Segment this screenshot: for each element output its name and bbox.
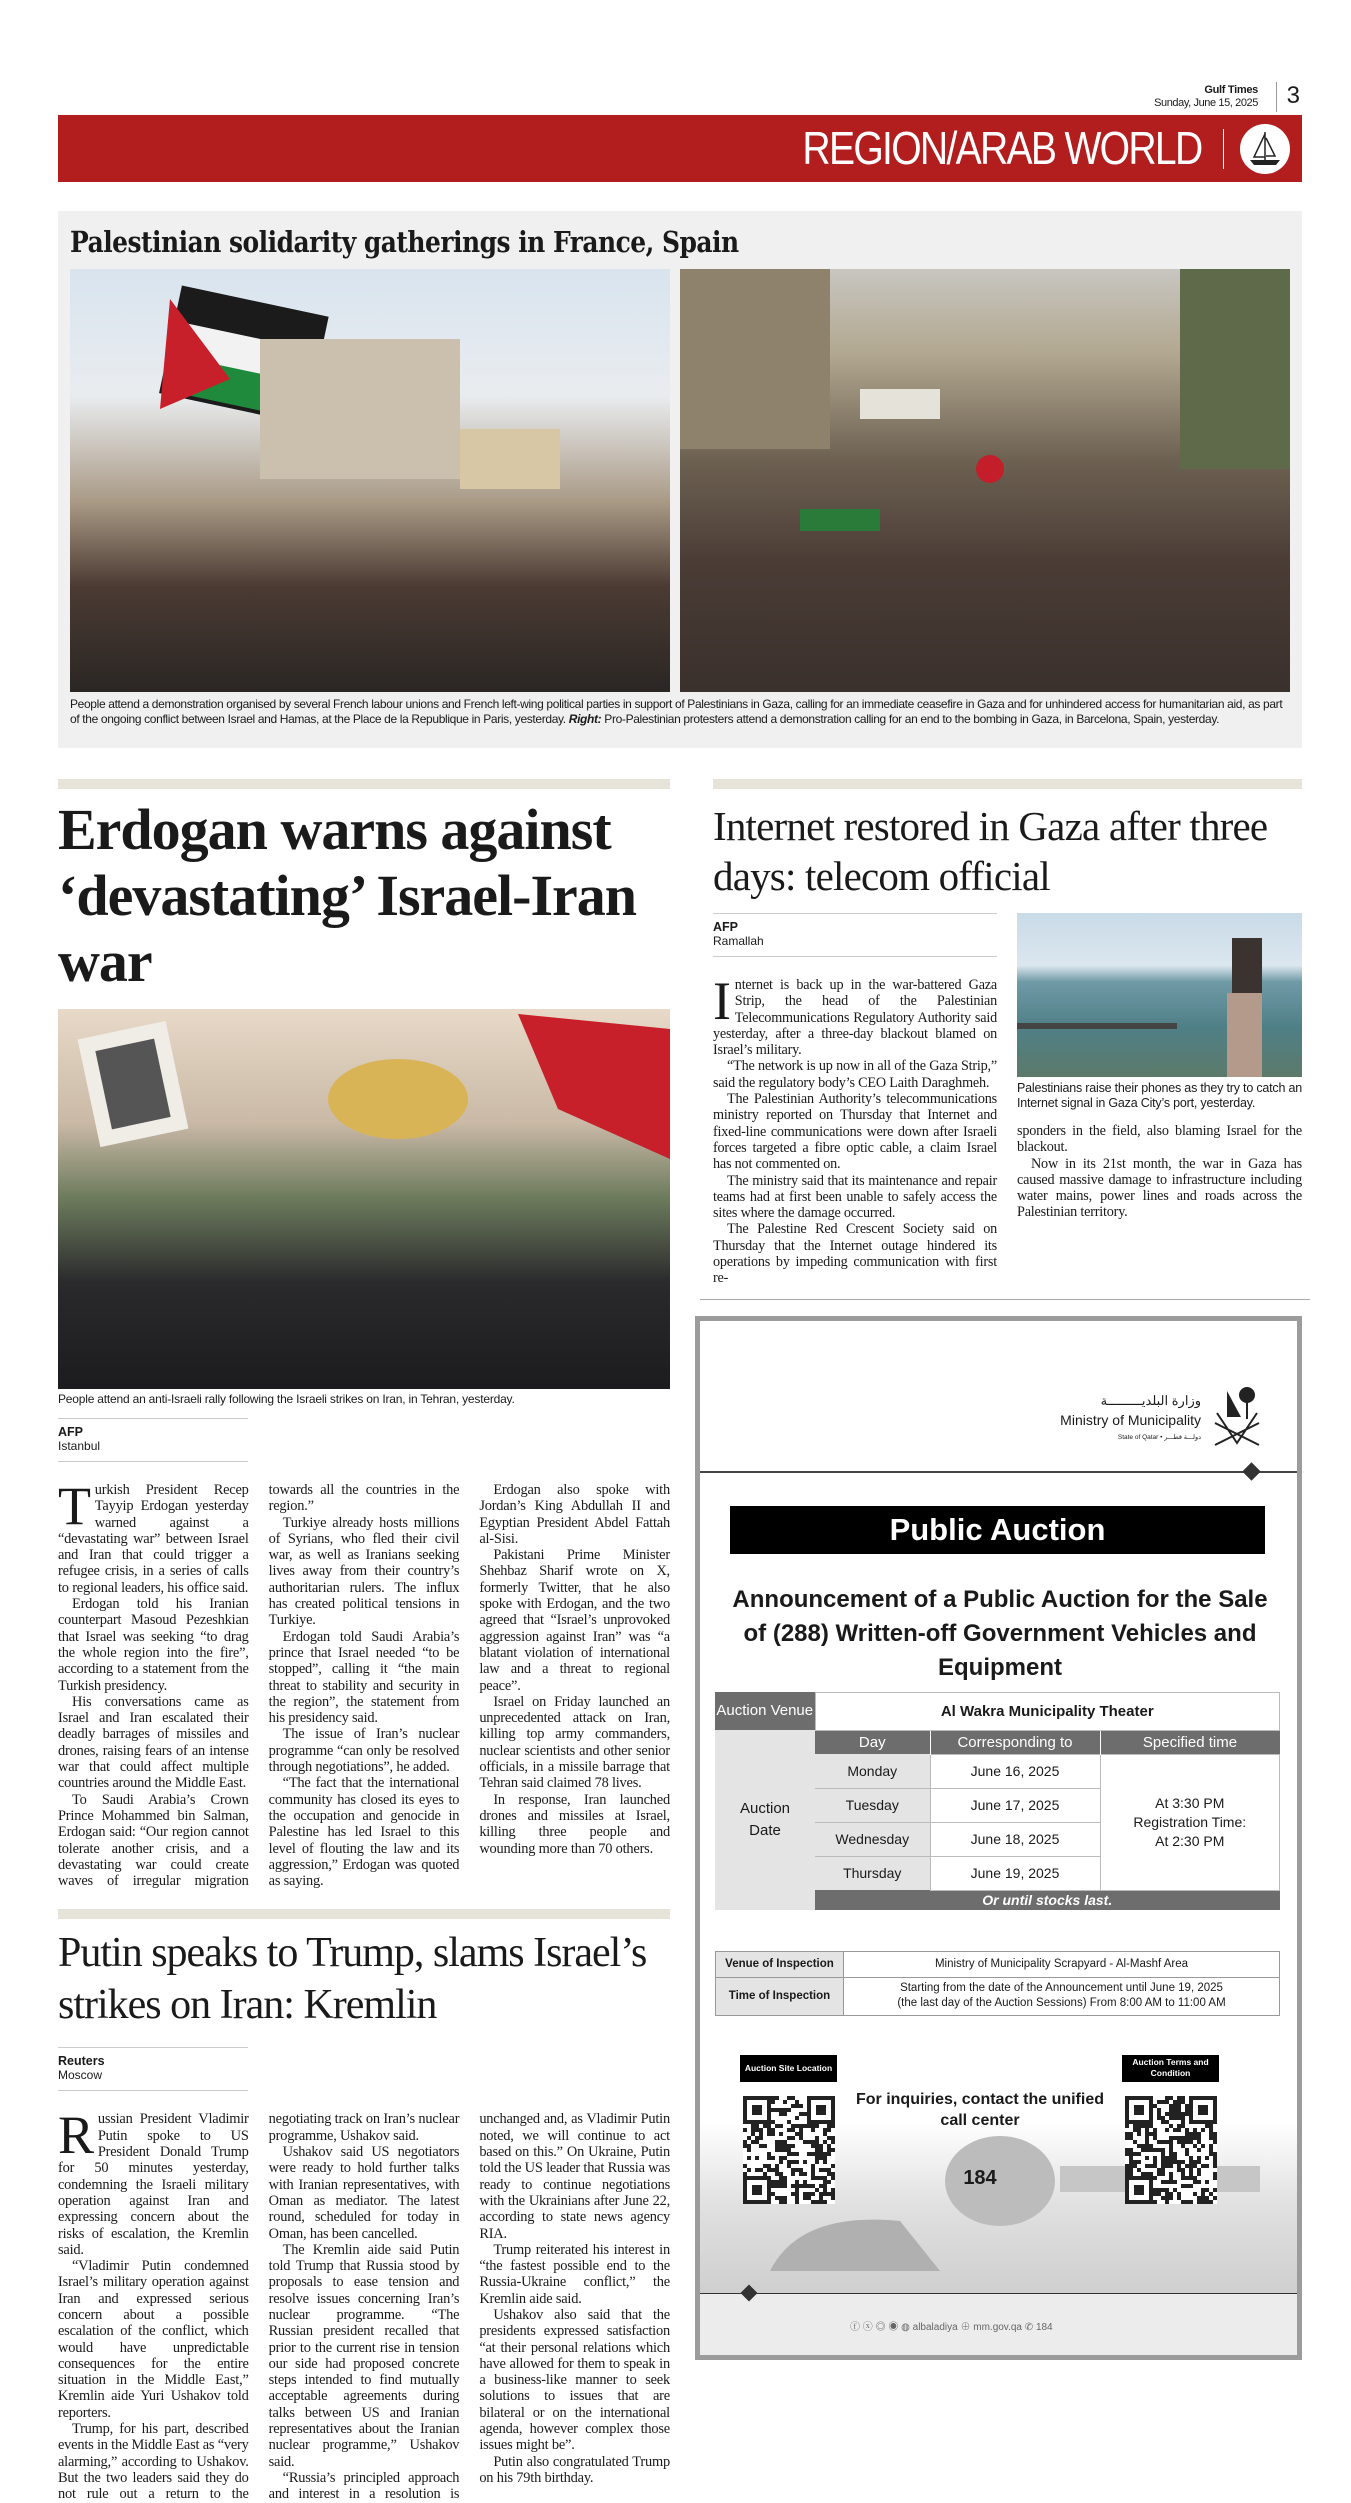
agency: Reuters: [58, 2054, 105, 2069]
internet-right-column: [1017, 913, 1302, 1287]
site-location-qr-code[interactable]: [743, 2096, 835, 2204]
erdogan-byline: [58, 1418, 248, 1462]
date: June 18, 2025: [930, 1822, 1100, 1856]
internet-photo-caption: Palestinians raise their phones as they try to catch an Internet signal in Gaza City’s port, yesterday.: [1017, 1081, 1302, 1110]
paragraph: “The network is up now in all of the Gaza Strip,” said the regulatory body’s CEO Laith Daraghmeh.: [713, 1058, 997, 1091]
masthead: [1130, 80, 1300, 114]
agency: AFP: [713, 920, 738, 934]
inspection-venue: Ministry of Municipality Scrapyard - Al-Mashf Area: [844, 1951, 1280, 1977]
state-of-qatar: State of Qatar • دولـــة قطـــر: [1117, 1433, 1201, 1441]
dateline-city: Moscow: [58, 2068, 103, 2083]
paragraph: “Vladimir Putin condemned Israel’s military operation against Iran and expressed serious concern about a possible escalation of the conflict, which would have unpredictable consequences for the entire situation in the Middle East,” Kremlin aide Yuri Ushakov told reporters.: [58, 2258, 249, 2421]
day: Monday: [815, 1754, 930, 1788]
paragraph: Trump, for his part, described events in the Middle East as “very alarming,” according to Ushakov. But the two leaders said they do not rule out a return to the negotiating track on Iran’s nuclear programme, Ushakov said.: [58, 2111, 460, 2503]
youtube-icon[interactable]: ◉: [888, 2321, 899, 2333]
call-center-number: 184: [963, 2166, 997, 2189]
date: June 19, 2025: [930, 1856, 1100, 1890]
caption-main: People attend a demonstration organised by several French labour unions and French left-wing political parties in support of Palestinians in Gaza, calling for an immediate ceasefire in Gaza and for unhindered access for humanitarian aid, as part of the ongoing conflict between Israel and Hamas, at the Place de la Republique in Paris, yesterday.: [70, 697, 1283, 726]
x-icon[interactable]: ⓧ: [862, 2321, 873, 2333]
ministry-name-arabic: وزارة البلديـــــــــة: [1100, 1392, 1201, 1408]
ministry-logo: [1007, 1383, 1267, 1453]
divider: [700, 1471, 1297, 1473]
divider: [1223, 129, 1224, 169]
qr-left-label: Auction Site Location: [740, 2055, 837, 2082]
paragraph: The ministry said that its maintenance and repair teams had at first been unable to safely access the sites where the damage occurred.: [713, 1172, 997, 1222]
specified-time: [1100, 1754, 1280, 1890]
paris-demonstration-photo: [70, 269, 670, 692]
inquiry-text: For inquiries, contact the unified call center: [855, 2090, 1104, 2129]
auction-announcement: Announcement of a Public Auction for the Sale of (288) Written-off Government Vehicles and Equipment: [732, 1585, 1268, 1681]
paragraph: The Kremlin aide said Putin told Trump that Russia stood by proposals to ease tension and resolve issues concerning Iran’s nuclear programme. “The Russian president recalled that prior to the current rise in tension our side had proposed concrete steps intended to find mutually acceptable agreements during talks between US and Iranian representatives about the Iranian nuclear programme,” Ushakov said.: [268, 2241, 460, 2470]
divider: [700, 1299, 1310, 1300]
paragraph: Internet is back up in the war-battered Gaza Strip, the head of the Palestinian Telecommunications Regulatory Authority said yesterday, after a three-day blackout blamed on Israel’s military.: [713, 971, 997, 1059]
diamond-ornament: [1242, 1462, 1260, 1480]
date: June 17, 2025: [930, 1788, 1100, 1822]
facebook-icon[interactable]: ⓕ: [850, 2321, 860, 2333]
section-title: REGION/ARAB WORLD: [802, 122, 1202, 174]
paragraph: Turkish President Recep Tayyip Erdogan yesterday warned against a “devastating war” between Israel and Iran that could trigger a refugee crisis, in a series of calls to regional leaders, his office said.: [58, 1476, 249, 1596]
inspection-time-line: (the last day of the Auction Sessions) From 8:00 AM to 11:00 AM: [897, 1997, 1226, 2010]
paragraph: Erdogan told his Iranian counterpart Masoud Pezeshkian that Israel was seeking “to drag the whole region into the fire”, according to a statement from the Turkish presidency.: [58, 1596, 249, 1694]
paragraph: To Saudi Arabia’s Crown Prince Mohammed bin Salman, Erdogan said: “Our region cannot tolerate another crisis, and a devastating war could create waves of irregular migration towards all the countries in the region.”: [58, 1482, 460, 1890]
paragraph: Israel on Friday launched an unprecedented attack on Iran, killing top army commanders, nuclear scientists and other senior officials, in a missile barrage that Tehran said claimed 78 lives.: [479, 1693, 670, 1792]
public-auction-banner: Public Auction: [730, 1506, 1265, 1554]
article-rule: [713, 779, 1302, 789]
erdogan-body: [58, 1476, 670, 1890]
inspection-time: [844, 1977, 1280, 2015]
date: June 16, 2025: [930, 1754, 1100, 1788]
phone-icon: ✆: [1024, 2321, 1034, 2333]
header-day: Day: [815, 1730, 930, 1754]
instagram-icon[interactable]: ◎: [875, 2321, 886, 2333]
dateline-city: Istanbul: [58, 1439, 101, 1453]
paragraph: Erdogan also spoke with Jordan’s King Abdullah II and Egyptian President Abdel Fattah al-Sisi.: [479, 1482, 670, 1547]
internet-body-left: [713, 971, 997, 1287]
article-rule: [58, 779, 670, 789]
day: Tuesday: [815, 1788, 930, 1822]
paragraph: The Palestinian Authority’s telecommunications ministry reported on Thursday that Internet and fixed-line communications were down after Israeli forces targeted a fibre optic cable, a claim Israel has not commented on.: [713, 1091, 997, 1173]
putin-body: [58, 2105, 670, 2503]
internet-headline: Internet restored in Gaza after three days: telecom official: [713, 803, 1268, 899]
caption-right-label: Right:: [568, 711, 602, 726]
divider: [700, 2293, 1297, 2294]
inspection-table: [715, 1951, 1280, 2016]
social-handle[interactable]: albaladiya: [912, 2321, 958, 2333]
qr-right-label: Auction Terms and Condition: [1122, 2055, 1219, 2082]
erdogan-headline: Erdogan warns against ‘devastating’ Israel-Iran war: [58, 797, 637, 994]
day: Thursday: [815, 1856, 930, 1890]
erdogan-photo-caption: People attend an anti-Israeli rally following the Israeli strikes on Iran, in Tehran, yesterday.: [58, 1392, 515, 1406]
paragraph: Pakistani Prime Minister Shehbaz Sharif wrote on X, formerly Twitter, that he also spoke with Erdogan, and the two agreed that “Israel’s unprovoked aggression against Iran” was “a blatant violation of international law and a threat to regional peace”.: [479, 1547, 670, 1694]
putin-headline: Putin speaks to Trump, slams Israel’s strikes on Iran: Kremlin: [58, 1930, 647, 2029]
inspection-time-line: Starting from the date of the Announcement until June 19, 2025: [900, 1982, 1223, 1995]
auction-schedule-table: [715, 1692, 1280, 1911]
paragraph: The issue of Iran’s nuclear programme “can only be resolved through negotiations”, he added.: [268, 1726, 460, 1776]
article-rule: [58, 1909, 670, 1919]
terms-qr-code[interactable]: [1125, 2096, 1217, 2204]
paragraph: Putin also congratulated Trump on his 79th birthday.: [479, 2453, 670, 2486]
publication-name: Gulf Times: [1204, 84, 1258, 96]
left-column: [58, 779, 670, 2503]
auction-time: At 3:30 PM: [1155, 1794, 1225, 1811]
agency: AFP: [58, 1425, 83, 1439]
tehran-rally-photo: [58, 1009, 670, 1389]
footnote: Or until stocks last.: [815, 1890, 1280, 1910]
photo-feature-title: Palestinian solidarity gatherings in France, Spain: [70, 225, 739, 259]
day: Wednesday: [815, 1822, 930, 1856]
paragraph: His conversations came as Israel and Iran escalated their deadly barrages of missiles and drones, raising fears of an intense war that could affect multiple countries around the Middle East.: [58, 1693, 249, 1792]
internet-byline: [713, 913, 997, 957]
photo-feature: [58, 211, 1302, 748]
website-link[interactable]: mm.gov.qa: [973, 2321, 1022, 2333]
paragraph: Now in its 21st month, the war in Gaza has caused massive damage to infrastructure including water mains, power lines and roads across the Palestinian territory.: [1017, 1155, 1302, 1221]
photo-feature-caption: [70, 697, 1290, 726]
paragraph: Trump reiterated his interest in “the fastest possible end to the Russia-Ukraine conflict,” the Kremlin aide said.: [479, 2241, 670, 2307]
gaza-port-photo: [1017, 913, 1302, 1077]
inspection-time-label: Time of Inspection: [716, 1977, 844, 2015]
public-auction-advertisement: [695, 1316, 1302, 2360]
internet-body-right: [1017, 1123, 1302, 1221]
phone-number: 184: [1035, 2321, 1053, 2333]
issue-date: Sunday, June 15, 2025: [1154, 97, 1258, 109]
date-label: Auction Date: [715, 1730, 815, 1910]
registration-time: At 2:30 PM: [1155, 1832, 1225, 1849]
paragraph: Ushakov also said that the presidents expressed satisfaction “at their personal relations which have allowed for them to speak in a business-like manner to seek solutions to issues that are bilateral or on the international agenda, however complex those issues might be”.: [479, 2306, 670, 2454]
paragraph: Turkiye already hosts millions of Syrians, who fled their civil war, as well as Iranians seeking lives away from their country’s authoritarian rulers. The influx has created political tensions in Turkiye.: [268, 1514, 460, 1629]
section-banner: [58, 115, 1302, 182]
caption-right: Pro-Palestinian protesters attend a demonstration calling for an end to the bombing in Gaza, in Barcelona, Spain, yesterday.: [604, 711, 1220, 726]
paragraph: Erdogan told Saudi Arabia’s prince that Israel needed “to be stopped”, calling it “the main threat to stability and security in the region”, the statement from his presidency said.: [268, 1628, 460, 1727]
paragraph: Russian President Vladimir Putin spoke to US President Donald Trump for 50 minutes yesterday, condemning the Israeli military operation against Iran and expressing concern about the risks of escalation, the Kremlin said.: [58, 2105, 249, 2258]
auction-venue: Al Wakra Municipality Theater: [815, 1692, 1280, 1730]
venue-label: Auction Venue: [715, 1692, 815, 1730]
snapchat-icon[interactable]: ◍: [901, 2321, 910, 2333]
paragraph: “Russia’s principled approach and interest in a resolution is unchanged and, as Vladimir Putin noted, we will continue to act based on this.” On Ukraine, Putin told the US leader that Russia was ready to continue negotiations with the Ukrainians after June 22, according to state news agency RIA.: [268, 2111, 670, 2503]
paragraph: The Palestine Red Crescent Society said on Thursday that the Internet outage hindered its operations by impeding communication with first re-: [713, 1221, 997, 1287]
contact-links: [850, 2321, 1170, 2335]
barcelona-demonstration-photo: [680, 269, 1290, 692]
paragraph: “The fact that the international community has closed its eyes to the occupation and genocide in Palestine has led Israel to this level of flouting the law and its aggression,” Erdogan was quoted as saying.: [268, 1775, 460, 1890]
header-time: Specified time: [1100, 1730, 1280, 1754]
ministry-name: Ministry of Municipality: [1060, 1411, 1201, 1428]
internet-article-body: [713, 913, 1302, 1287]
dhow-boat-logo: [1240, 124, 1290, 174]
putin-byline: [58, 2047, 248, 2091]
paragraph: In response, Iran launched drones and missiles at Israel, killing three people and wounding more than 70 others.: [479, 1791, 670, 1857]
dateline-city: Ramallah: [713, 934, 764, 948]
right-column: [713, 779, 1302, 2360]
page-number: 3: [1276, 82, 1300, 112]
internet-left-column: [713, 913, 997, 1287]
paragraph: Ushakov said US negotiators were ready to hold further talks with Iranian representatives, with Oman as mediator. The latest round, scheduled for today in Oman, has been cancelled.: [268, 2144, 460, 2242]
paragraph: sponders in the field, also blaming Israel for the blackout.: [1017, 1123, 1302, 1156]
registration-label: Registration Time:: [1133, 1813, 1247, 1830]
inspection-venue-label: Venue of Inspection: [716, 1951, 844, 1977]
header-date: Corresponding to: [930, 1730, 1100, 1754]
globe-icon: ⊕: [960, 2321, 971, 2333]
